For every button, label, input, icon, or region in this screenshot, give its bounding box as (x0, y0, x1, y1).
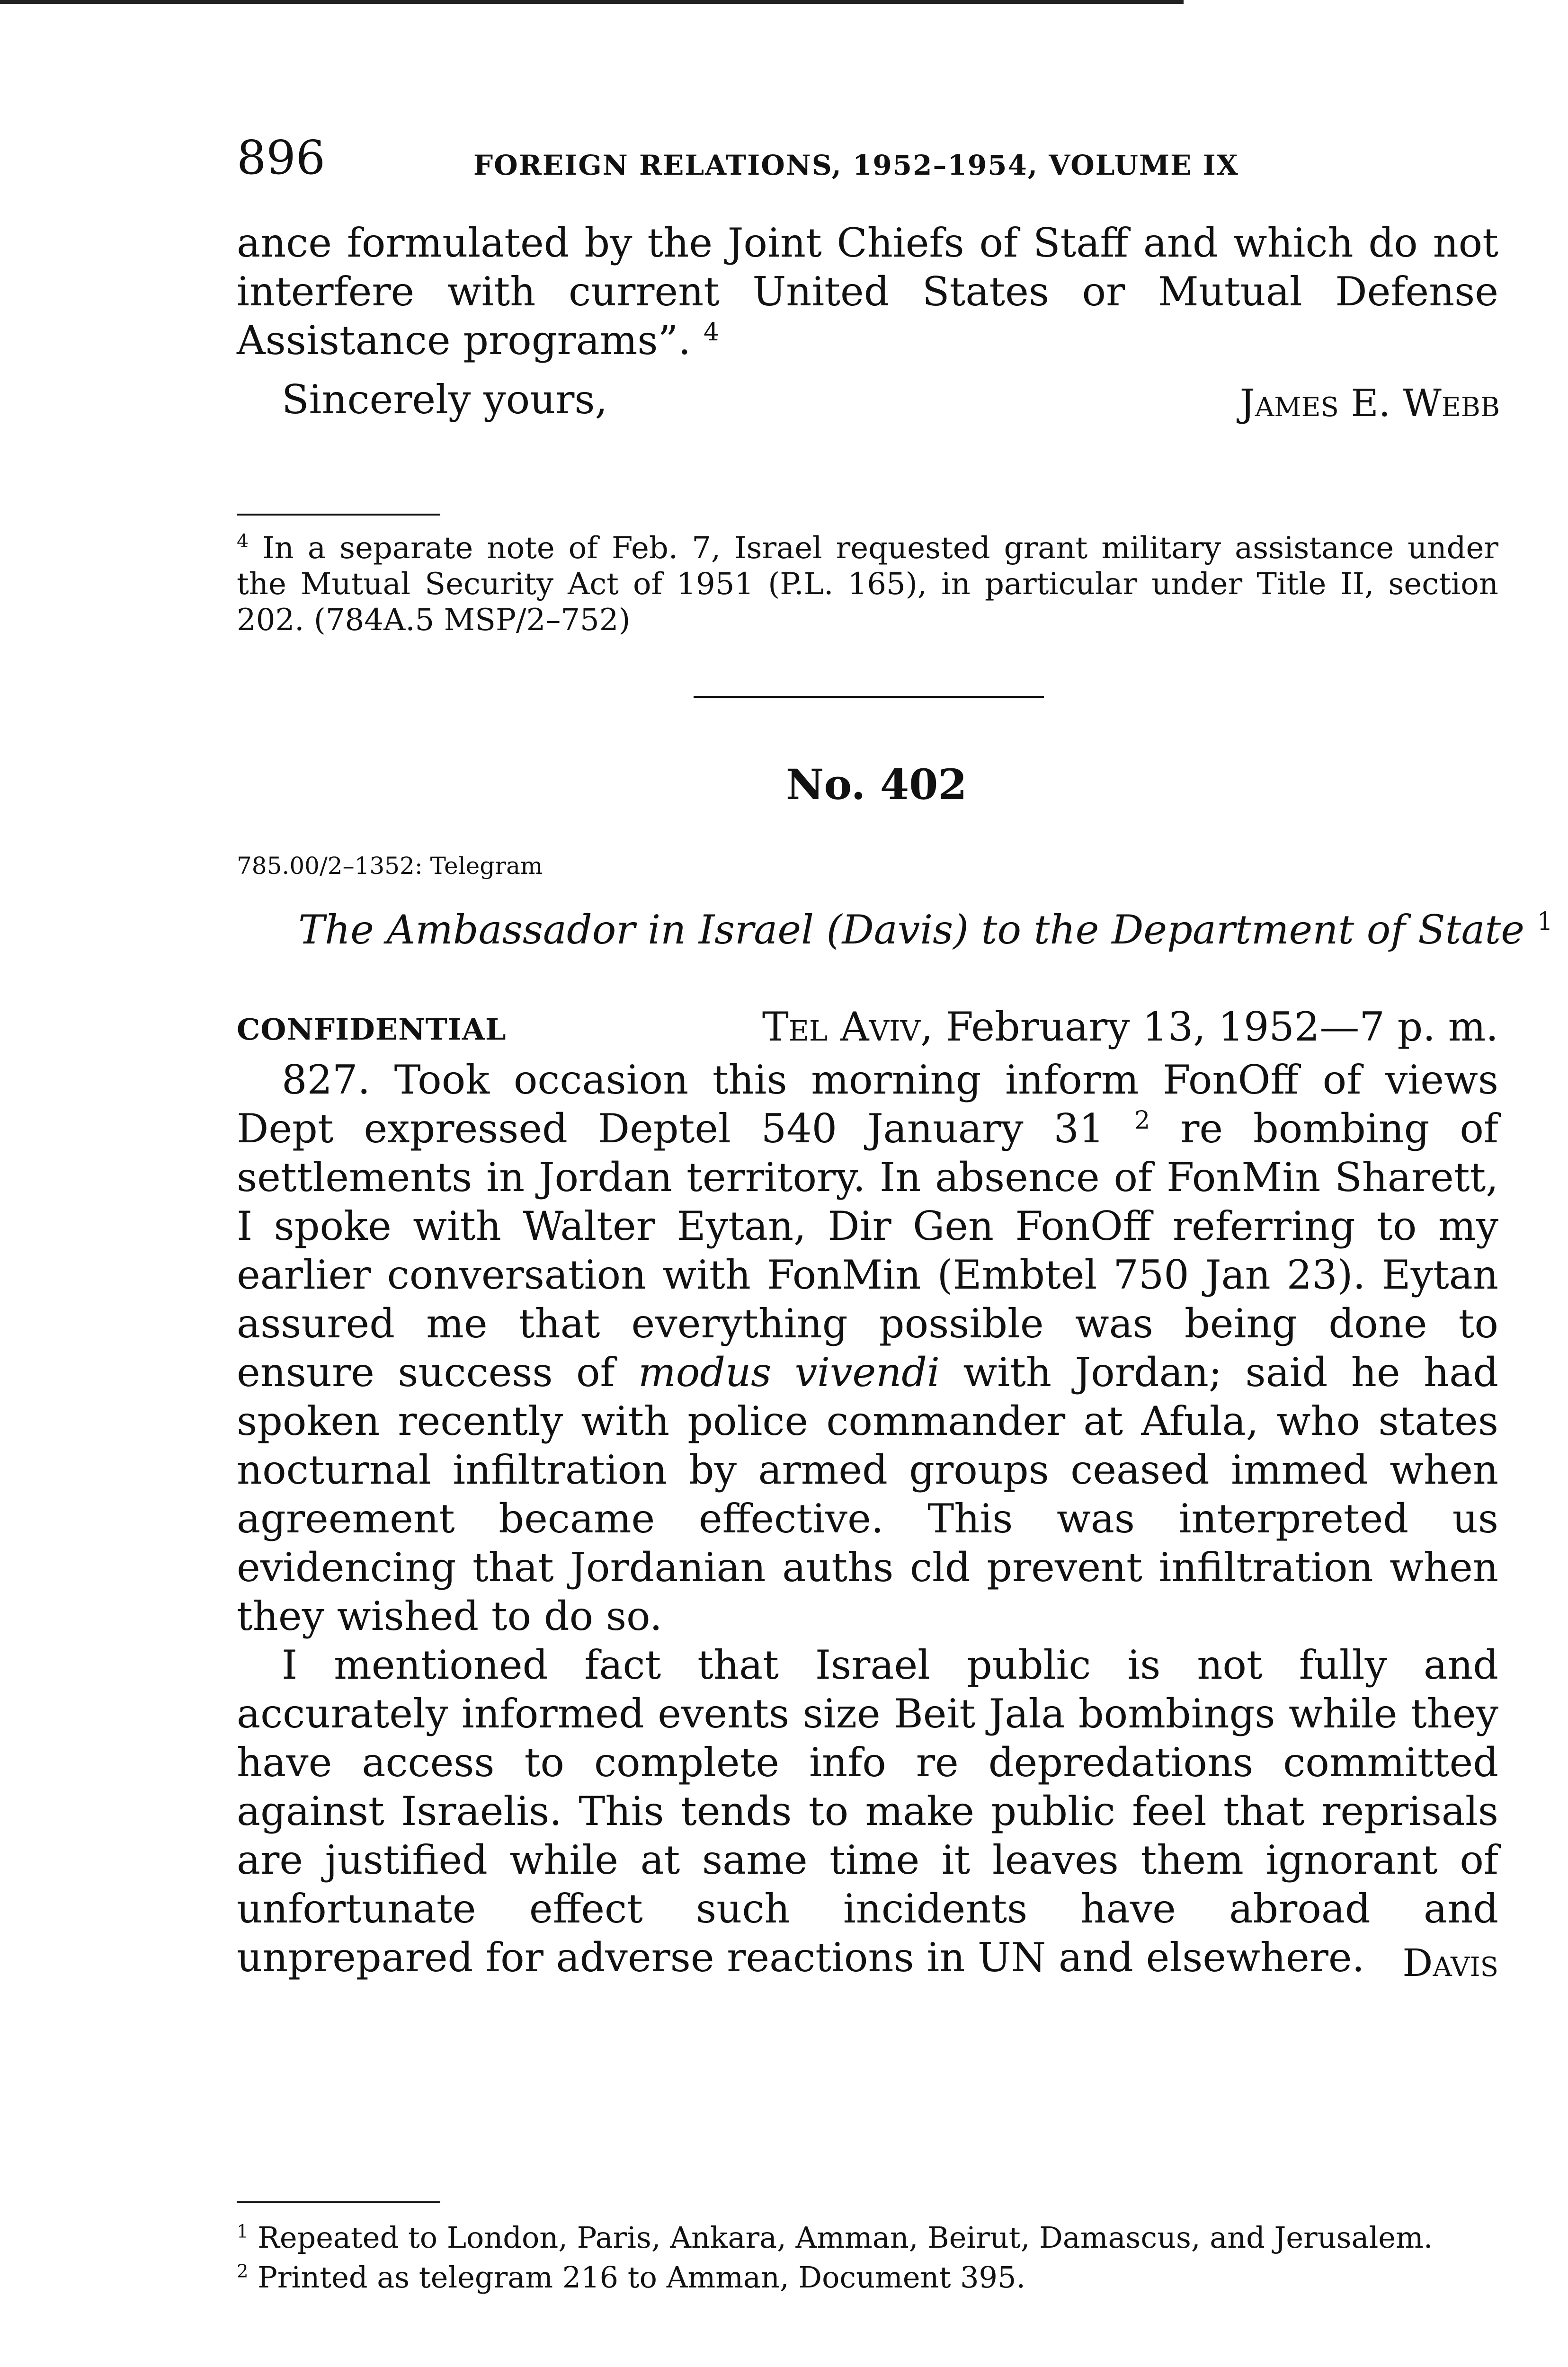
footnote-rule-2 (237, 2201, 440, 2203)
place: Tel Aviv, (762, 1004, 933, 1050)
document-number: No. 402 (786, 760, 967, 809)
footnote-ref-4: 4 (703, 318, 719, 347)
telegram-body (237, 1056, 1498, 1982)
footnote-2-marker: 2 (237, 2260, 249, 2282)
paragraph-1 (237, 1056, 1498, 1641)
footnote-2-text: Printed as telegram 216 to Amman, Document 395. (258, 2260, 1026, 2295)
page-number: 896 (237, 131, 326, 185)
footnote-text: In a separate note of Feb. 7, Israel requested grant military assistance under the Mutual Security Act of 1951 (P.L. 165), in particular under Title II, section 202. (784A.5 MSP/2–752) (237, 531, 1498, 638)
file-reference: 785.00/2–1352: Telegram (237, 852, 543, 880)
signature-webb: James E. Webb (1239, 381, 1500, 425)
footnote-1-marker: 1 (237, 2221, 249, 2242)
title-footnote-ref: 1 (1537, 908, 1553, 936)
footnote-rule (237, 514, 440, 516)
section-divider (694, 696, 1044, 698)
continuation-text: ance formulated by the Joint Chiefs of Staff and which do not interfere with current United States or Mutual Defense Assistance programs”. (237, 220, 1498, 364)
closing: Sincerely yours, (282, 376, 608, 423)
footnotes (237, 2218, 1498, 2297)
signer-davis: Davis (1402, 1941, 1498, 1985)
footnote-ref-2: 2 (1134, 1106, 1150, 1135)
date: February 13, 1952—7 p. m. (945, 1004, 1498, 1050)
document-title-text: The Ambassador in Israel (Davis) to the Department of State (298, 907, 1525, 953)
footnote-4 (237, 530, 1498, 638)
footnote-2 (237, 2258, 1498, 2297)
document-title (298, 907, 1553, 953)
italic-phrase: modus vivendi (638, 1349, 940, 1396)
para1-middle: re bombing of settlements in Jordan territory. In absence of FonMin Sharett, I spoke with Walter Eytan, Dir Gen FonOff referring to my earlier conversation with FonMin (Embtel 750 Jan 23). Eytan assured me that everything possible was being done to ensure success of (237, 1105, 1499, 1396)
classification: CONFIDENTIAL (237, 1012, 507, 1047)
running-title: FOREIGN RELATIONS, 1952–1954, VOLUME IX (473, 149, 1239, 181)
para1-end: with Jordan; said he had spoken recently with police commander at Afula, who states nocturnal infiltration by armed groups ceased immed when agreement became effective. This was interpreted us evidencing that Jordanian auths cld prevent infiltration when they wished to do so. (237, 1349, 1498, 1639)
paragraph-2: I mentioned fact that Israel public is not fully and accurately informed events size Beit Jala bombings while they have access to complete info re depredations committed against Israelis. This tends to make public feel that reprisals are justified while at same time it leaves them ignorant of unfortunate effect such incidents have abroad and unprepared for adverse reactions in UN and elsewhere. (237, 1642, 1498, 1981)
scan-top-edge (0, 0, 1184, 4)
letter-continuation (237, 219, 1498, 365)
footnote-marker: 4 (237, 530, 249, 552)
footnote-1 (237, 2218, 1498, 2258)
footnote-1-text: Repeated to London, Paris, Ankara, Amman, Beirut, Damascus, and Jerusalem. (258, 2220, 1433, 2255)
dateline (762, 1004, 1498, 1050)
para1-start: 827. Took occasion this morning inform FonOff of views Dept expressed Deptel 540 January 31 (237, 1057, 1498, 1152)
